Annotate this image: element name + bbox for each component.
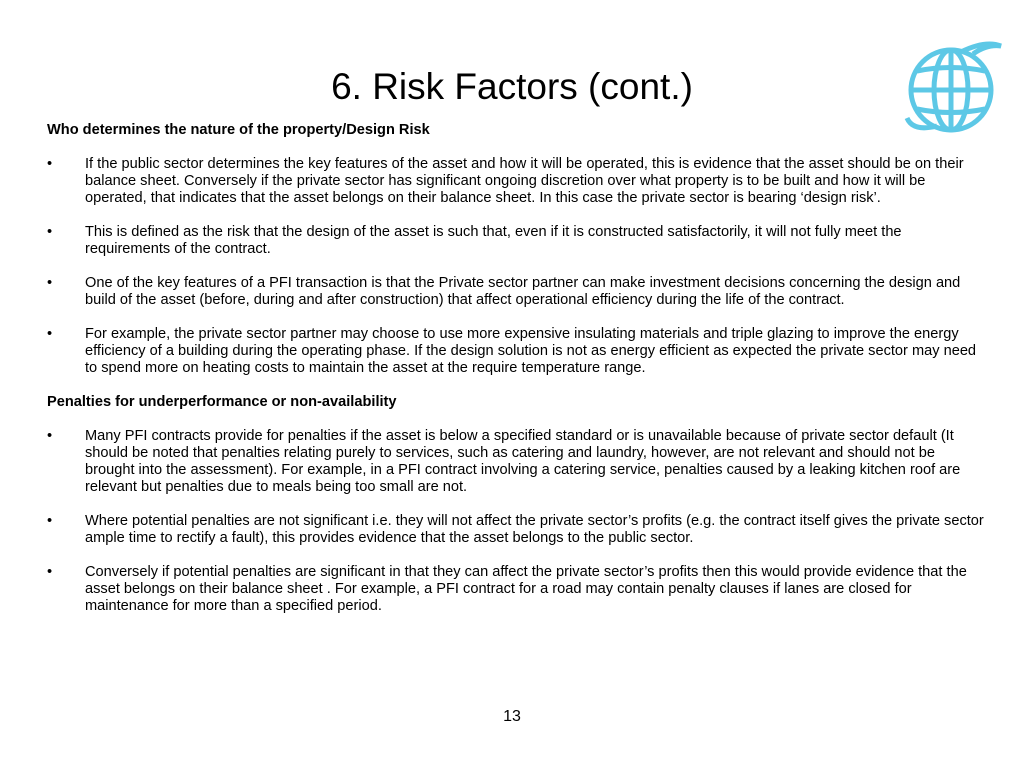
bullet-text: Many PFI contracts provide for penalties if the asset is below a specified standard or is unavailable because of private sector default (It should be noted that penalties relating purely to services, such as catering and laundry, however, are not relevant and should not be brought into the assessment). For example, in a PFI contract involving a catering service, penalties caused by a leaking kitchen roof are relevant but penalties due to meals being too small are not.	[85, 428, 961, 495]
bullet-text: This is defined as the risk that the design of the asset is such that, even if it is constructed satisfactorily, it will not fully meet the requirements of the contract.	[85, 224, 902, 257]
bullet-item	[47, 156, 985, 207]
section-heading-design-risk: Who determines the nature of the property/Design Risk	[47, 122, 430, 138]
bullet-item	[47, 564, 985, 615]
slide-content	[47, 122, 985, 632]
bullet-item	[47, 224, 985, 258]
bullet-text: One of the key features of a PFI transaction is that the Private sector partner can make investment decisions concerning the design and build of the asset (before, during and after construction) that affect operational efficiency during the life of the contract.	[85, 275, 961, 308]
bullet-text: Where potential penalties are not significant i.e. they will not affect the private sector’s profits (e.g. the contract itself gives the private sector ample time to rectify a fault), this provides evidence that the asset belongs to the public sector.	[85, 513, 984, 546]
page-number: 13	[503, 708, 521, 725]
bullet-text: For example, the private sector partner may choose to use more expensive insulating materials and triple glazing to improve the energy efficiency of a building during the operating phase. If the design solution is not as energy efficient as expected the private sector may need to spend more on heating costs to maintain the asset at the require temperature range.	[85, 326, 977, 376]
bullet-item	[47, 428, 985, 496]
bullet-text: Conversely if potential penalties are significant in that they can affect the private sector’s profits then this would provide evidence that the asset belongs on their balance sheet . For example, a PFI contract for a road may contain penalty clauses if lanes are closed for maintenance for more than a specified period.	[85, 564, 967, 614]
bullet-marker: •	[47, 428, 53, 444]
bullet-marker: •	[47, 156, 53, 172]
bullet-item	[47, 275, 985, 309]
slide-title: 6. Risk Factors (cont.)	[331, 66, 693, 107]
bullet-text: If the public sector determines the key features of the asset and how it will be operated, this is evidence that the asset should be on their balance sheet. Conversely if the private sector has significant ongoing discretion over what property is to be built and how it will be operated, that indicates that the asset belongs on their balance sheet. In this case the private sector is bearing ‘design risk’.	[85, 156, 964, 206]
bullet-marker: •	[47, 513, 53, 529]
bullet-item	[47, 513, 985, 547]
section-heading-penalties: Penalties for underperformance or non-availability	[47, 394, 397, 410]
bullet-marker: •	[47, 275, 53, 291]
bullet-marker: •	[47, 564, 53, 580]
bullet-marker: •	[47, 224, 53, 240]
bullet-marker: •	[47, 326, 53, 342]
bullet-item	[47, 326, 985, 377]
